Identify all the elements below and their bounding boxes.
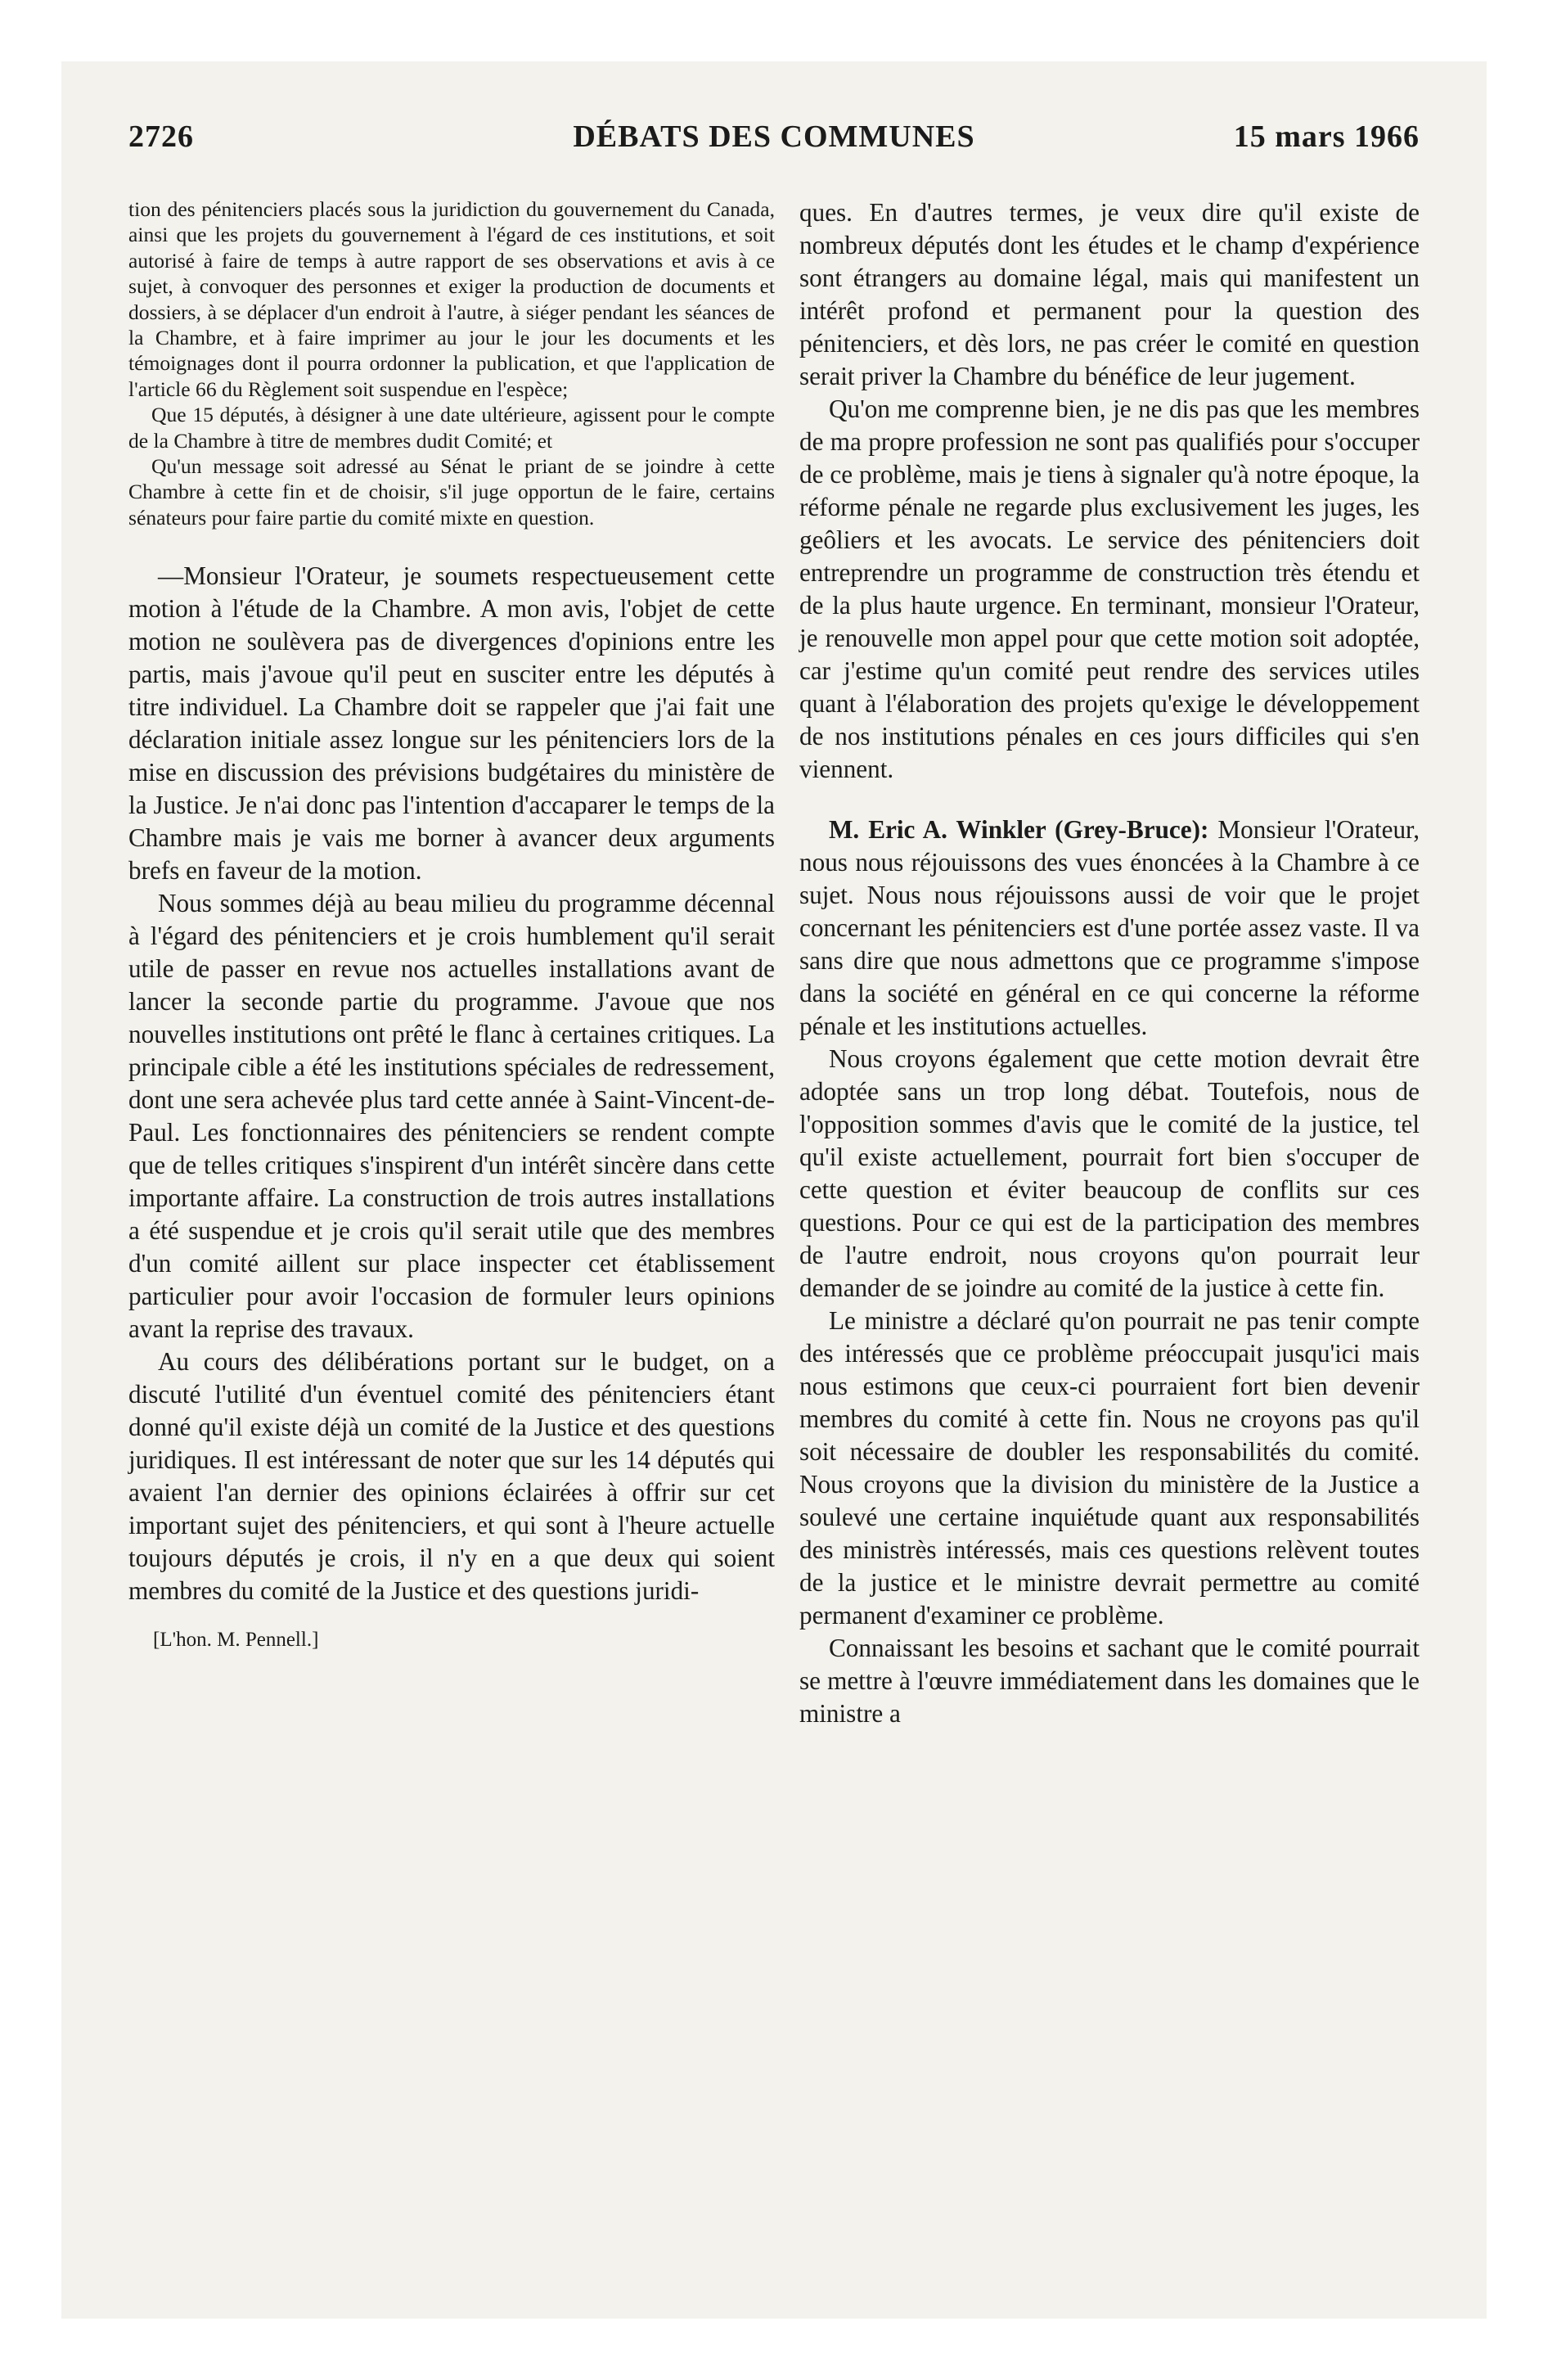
page-date: 15 mars 1966	[1233, 119, 1420, 154]
page-header	[128, 119, 1420, 165]
speaker-paragraph	[799, 814, 1420, 1043]
body-paragraph: Au cours des délibérations portant sur le budget, on a discuté l'utilité d'un éventuel comité des pénitenciers étant donné qu'il existe déjà un comité de la Justice et des questions juridiques. Il est intéressant de noter que sur les 14 députés qui avaient l'an dernier des opinions éclairées à offrir sur cet important sujet des pénitenciers, et qui sont à l'heure actuelle toujours députés je crois, il n'y en a que deux qui soient membres du comité de la Justice et des questions juridi-	[128, 1347, 775, 1606]
publication-title: DÉBATS DES COMMUNES	[573, 119, 975, 154]
motion-paragraph: Que 15 députés, à désigner à une date ultérieure, agissent pour le compte de la Chambre à titre de membres dudit Comité; et	[128, 403, 775, 453]
motion-paragraph: tion des pénitenciers placés sous la juridiction du gouvernement du Canada, ainsi que les projets du gouvernement à l'égard de ces institutions, et soit autorisé à faire de temps à autre rapport de ses observations et avis à ce sujet, à convoquer des personnes et exiger la production de documents et dossiers, à se déplacer d'un endroit à l'autre, à siéger pendant les séances de la Chambre, et à faire imprimer au jour le jour les documents et les témoignages dont il pourra ordonner la publication, et que l'application de l'article 66 du Règlement soit suspendue en l'espèce;	[128, 197, 775, 401]
body-paragraph: Qu'on me comprenne bien, je ne dis pas que les membres de ma propre profession ne sont pas qualifiés pour s'occuper de ce problème, mais je tiens à signaler qu'à notre époque, la réforme pénale ne regarde plus exclusivement les juges, les geôliers et les avocats. Le service des pénitenciers doit entreprendre un programme de construction très étendu et de la plus haute urgence. En terminant, monsieur l'Orateur, je renouvelle mon appel pour que cette motion soit adoptée, car j'estime qu'un comité peut rendre des services utiles quant à l'élaboration des projets qu'exige le développement de nos institutions pénales en ces jours difficiles qui s'en viennent.	[799, 394, 1420, 783]
speaker-name: M. Eric A. Winkler (Grey-Bruce):	[829, 815, 1209, 844]
body-paragraph: Nous sommes déjà au beau milieu du programme décennal à l'égard des pénitenciers et je crois humblement qu'il serait utile de passer en revue nos actuelles installations avant de lancer la seconde partie du programme. J'avoue que nos nouvelles institutions ont prêté le flanc à certaines critiques. La principale cible a été les institutions spéciales de redressement, dont une sera achevée plus tard cette année à Saint-Vincent-de-Paul. Les fonctionnaires des pénitenciers se rendent compte que de telles critiques s'inspirent d'un intérêt sincère dans cette importante affaire. La construction de trois autres installations a été suspendue et je crois qu'il serait utile que des membres d'un comité aillent sur place inspecter cet établissement particulier pour avoir l'occasion de formuler leurs opinions avant la reprise des travaux.	[128, 889, 775, 1344]
body-paragraph: ques. En d'autres termes, je veux dire qu'il existe de nombreux députés dont les études et le champ d'expérience sont étrangers au domaine légal, mais qui manifestent un intérêt profond et permanent pour la question des pénitenciers, et dès lors, ne pas créer le comité en question serait priver la Chambre du bénéfice de leur jugement.	[799, 198, 1420, 390]
speaker-reference: [L'hon. M. Pennell.]	[153, 1629, 319, 1652]
speaker-text: Monsieur l'Orateur, nous nous réjouissons des vues énoncées à la Chambre à ce sujet. Nous nous réjouissons aussi de voir que le projet concernant les pénitenciers est d'une portée assez vaste. Il va sans dire que nous admettons que ce programme s'impose dans la société en général en ce qui concerne la réforme pénale et les institutions actuelles.	[799, 815, 1420, 1040]
motion-paragraph: Qu'un message soit adressé au Sénat le priant de se joindre à cette Chambre à cette fin et de choisir, s'il juge opportun de le faire, certains sénateurs pour faire partie du comité mixte en question.	[128, 454, 775, 530]
right-column	[799, 196, 1420, 1730]
body-paragraph: Connaissant les besoins et sachant que le comité pourrait se mettre à l'œuvre immédiatement dans les domaines que le ministre a	[799, 1634, 1420, 1728]
body-paragraph: Le ministre a déclaré qu'on pourrait ne pas tenir compte des intéressés que ce problème préoccupait jusqu'ici mais nous estimons que ceux-ci pourraient fort bien devenir membres du comité à cette fin. Nous ne croyons pas qu'il soit nécessaire de doubler les responsabilités du comité. Nous croyons que la division du ministère de la Justice a soulevé une certaine inquiétude quant aux responsabilités des ministrès intéressés, mais ces questions relèvent toutes de la justice et le ministre devrait permettre au comité permanent d'examiner ce problème.	[799, 1306, 1420, 1629]
left-column	[128, 196, 775, 1652]
page-sheet	[61, 61, 1487, 2319]
page-number: 2726	[128, 119, 194, 154]
body-paragraph: —Monsieur l'Orateur, je soumets respectueusement cette motion à l'étude de la Chambre. A mon avis, l'objet de cette motion ne soulèvera pas de divergences d'opinions entre les partis, mais j'avoue qu'il peut en susciter entre les députés à titre individuel. La Chambre doit se rappeler que j'ai fait une déclaration initiale assez longue sur les pénitenciers lors de la mise en discussion des prévisions budgétaires du ministère de la Justice. Je n'ai donc pas l'intention d'accaparer le temps de la Chambre mais je vais me borner à avancer deux arguments brefs en faveur de la motion.	[128, 561, 775, 886]
body-paragraph: Nous croyons également que cette motion devrait être adoptée sans un trop long débat. Toutefois, nous de l'opposition sommes d'avis que le comité de la justice, tel qu'il existe actuellement, pourrait fort bien s'occuper de cette question et éviter beaucoup de conflits sur ces questions. Pour ce qui est de la participation des membres de l'autre endroit, nous croyons qu'on pourrait leur demander de se joindre au comité de la justice à cette fin.	[799, 1044, 1420, 1302]
